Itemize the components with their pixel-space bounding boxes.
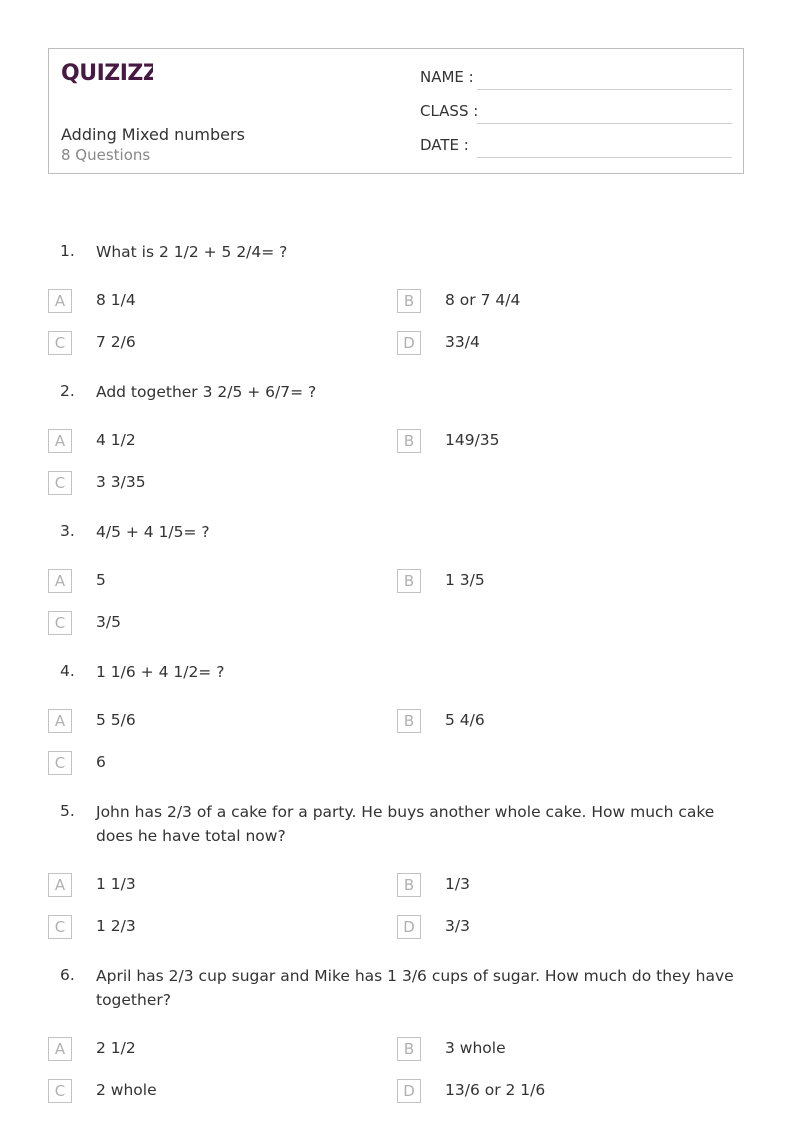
option-text: 1 1/3 — [96, 875, 136, 893]
option-letter-box[interactable]: C — [48, 611, 72, 635]
question-number: 1. — [60, 242, 75, 260]
option-letter-box[interactable]: C — [48, 1079, 72, 1103]
option-text: 3 whole — [445, 1039, 506, 1057]
option-letter-box[interactable]: B — [397, 1037, 421, 1061]
option-letter-box[interactable]: B — [397, 429, 421, 453]
option-text: 3/5 — [96, 613, 121, 631]
name-label: NAME : — [420, 68, 474, 86]
class-field[interactable] — [477, 123, 732, 124]
option-text: 13/6 or 2 1/6 — [445, 1081, 546, 1099]
option-letter-box[interactable]: D — [397, 1079, 421, 1103]
option-letter-box[interactable]: C — [48, 471, 72, 495]
class-label: CLASS : — [420, 102, 479, 120]
option-letter-box[interactable]: A — [48, 289, 72, 313]
option-letter-box[interactable]: C — [48, 915, 72, 939]
name-field[interactable] — [477, 89, 732, 90]
option-text: 1 2/3 — [96, 917, 136, 935]
question-number: 5. — [60, 802, 75, 820]
question-text: John has 2/3 of a cake for a party. He buys another whole cake. How much cake does he have total now? — [96, 803, 715, 845]
option-text: 5 — [96, 571, 106, 589]
option-letter-box[interactable]: C — [48, 331, 72, 355]
option-letter-box[interactable]: B — [397, 709, 421, 733]
option-text: 2 1/2 — [96, 1039, 136, 1057]
option-text: 149/35 — [445, 431, 500, 449]
option-text: 8 1/4 — [96, 291, 136, 309]
option-text: 3/3 — [445, 917, 470, 935]
option-letter-box[interactable]: A — [48, 429, 72, 453]
option-text: 5 5/6 — [96, 711, 136, 729]
option-text: 4 1/2 — [96, 431, 136, 449]
option-text: 6 — [96, 753, 106, 771]
option-letter-box[interactable]: B — [397, 289, 421, 313]
question-number: 2. — [60, 382, 75, 400]
option-text: 1 3/5 — [445, 571, 485, 589]
option-letter-box[interactable]: B — [397, 569, 421, 593]
option-text: 5 4/6 — [445, 711, 485, 729]
question-text: 4/5 + 4 1/5= ? — [96, 523, 210, 541]
date-field[interactable] — [477, 157, 732, 158]
quizizz-logo — [61, 58, 153, 90]
option-text: 33/4 — [445, 333, 480, 351]
option-letter-box[interactable]: A — [48, 873, 72, 897]
option-letter-box[interactable]: D — [397, 331, 421, 355]
question-count: 8 Questions — [61, 146, 151, 164]
option-text: 8 or 7 4/4 — [445, 291, 521, 309]
question-number: 6. — [60, 966, 75, 984]
worksheet-title: Adding Mixed numbers — [61, 125, 245, 144]
option-text: 3 3/35 — [96, 473, 146, 491]
logo-text: QUIZIZZ — [61, 61, 153, 86]
question-text: What is 2 1/2 + 5 2/4= ? — [96, 243, 288, 261]
option-letter-box[interactable]: A — [48, 1037, 72, 1061]
option-text: 2 whole — [96, 1081, 157, 1099]
option-letter-box[interactable]: D — [397, 915, 421, 939]
option-text: 7 2/6 — [96, 333, 136, 351]
option-text: 1/3 — [445, 875, 470, 893]
question-text: Add together 3 2/5 + 6/7= ? — [96, 383, 317, 401]
question-text: 1 1/6 + 4 1/2= ? — [96, 663, 225, 681]
question-number: 3. — [60, 522, 75, 540]
option-letter-box[interactable]: A — [48, 709, 72, 733]
option-letter-box[interactable]: C — [48, 751, 72, 775]
date-label: DATE : — [420, 136, 469, 154]
question-text: April has 2/3 cup sugar and Mike has 1 3/6 cups of sugar. How much do they have together? — [96, 967, 734, 1009]
question-number: 4. — [60, 662, 75, 680]
option-letter-box[interactable]: A — [48, 569, 72, 593]
option-letter-box[interactable]: B — [397, 873, 421, 897]
